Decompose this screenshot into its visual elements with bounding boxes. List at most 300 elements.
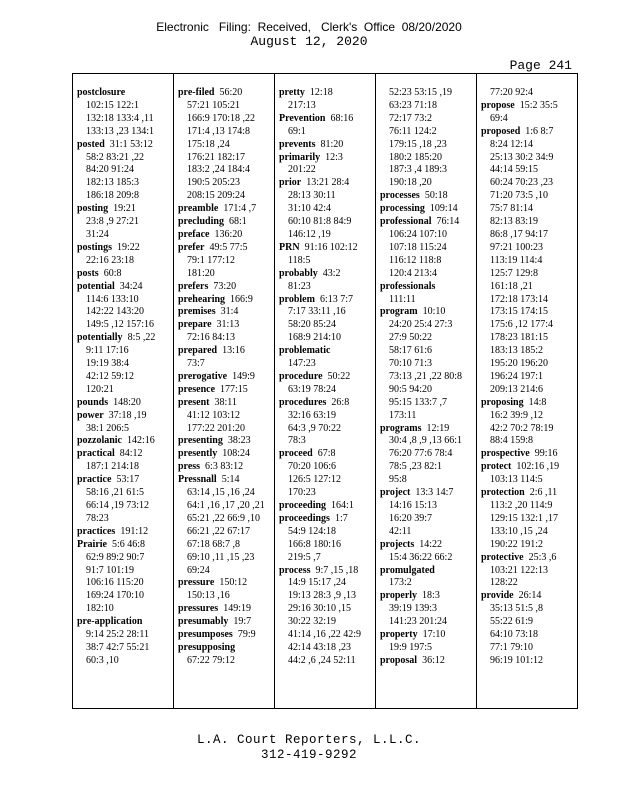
index-refs-line: 19:9 197:5 [389, 641, 433, 653]
index-entry-term [481, 552, 575, 565]
index-term-refs: 84:12 [114, 448, 143, 460]
index-term-refs: 68:1 [223, 216, 247, 228]
index-term: practical [77, 448, 115, 460]
index-refs-line: 141:23 201:24 [389, 616, 448, 628]
index-refs-line: 23:8 ,9 27:21 [86, 216, 140, 228]
index-term: proceedings [279, 512, 330, 524]
index-term: prefer [178, 241, 205, 253]
index-entry-term [178, 281, 272, 294]
index-term-refs: 13:21 28:4 [301, 177, 350, 189]
index-entry-term [178, 384, 272, 397]
index-term-refs: 2:6 ,11 [524, 487, 558, 499]
index-refs-line: 166:8 180:16 [288, 538, 342, 550]
index-term: propose [481, 99, 515, 111]
index-refs-line: 90:5 94:20 [389, 383, 433, 395]
index-term: pretty [279, 87, 305, 98]
index-refs-line: 126:5 127:12 [288, 474, 342, 486]
index-term-refs: 19:7 [228, 616, 252, 628]
index-refs-line: 114:6 133:10 [86, 293, 139, 305]
index-term-refs: 6:3 83:12 [200, 461, 244, 473]
index-entry-term [178, 642, 272, 655]
index-term-refs: 166:9 [225, 293, 253, 305]
index-refs-line: 128:22 [490, 577, 518, 589]
index-entry-term [279, 513, 373, 526]
index-refs-line: 78:23 [86, 512, 109, 524]
index-refs-line: 58:2 83:21 ,22 [86, 151, 145, 163]
index-entry-term [279, 242, 373, 255]
index-refs-line: 63:14 ,15 ,16 ,24 [187, 487, 255, 499]
index-term-refs: 76:14 [431, 216, 460, 228]
index-term: present [178, 396, 210, 408]
index-term-refs: 31:4 [215, 306, 239, 318]
index-entry-term [481, 461, 575, 474]
index-refs-line: 64:10 73:18 [490, 629, 539, 641]
index-term: protect [481, 461, 512, 473]
word-index-box [72, 73, 578, 709]
index-entry-term [481, 487, 575, 500]
index-entry-term [77, 474, 171, 487]
index-refs-line: 88:4 159:8 [490, 435, 534, 447]
index-term: precluding [178, 216, 224, 228]
index-refs-line: 97:21 100:23 [490, 241, 544, 253]
index-entry-term [77, 87, 171, 100]
index-refs-line: 133:13 ,23 134:1 [86, 125, 155, 137]
index-term: proceed [279, 448, 313, 460]
index-refs-line: 175:18 ,24 [187, 138, 230, 150]
index-refs-line: 181:20 [187, 267, 215, 279]
index-refs-line: 16:2 39:9 ,12 [490, 409, 544, 421]
index-term: pressure [178, 577, 215, 589]
index-entry-term [77, 268, 171, 281]
index-refs-line: 178:23 181:15 [490, 332, 549, 344]
index-refs-line: 168:9 214:10 [288, 332, 342, 344]
index-entry-term [279, 371, 373, 384]
index-refs-line: 57:21 105:21 [187, 99, 241, 111]
index-entry-term [380, 423, 474, 436]
index-refs-line: 177:22 201:20 [187, 422, 246, 434]
index-refs-line: 42:12 59:12 [86, 370, 135, 382]
index-term-refs: 1:6 8:7 [520, 125, 554, 137]
index-refs-line: 78:5 ,23 82:1 [389, 461, 443, 473]
index-term-refs: 99:16 [529, 448, 558, 460]
index-term: pre-application [77, 616, 143, 628]
index-refs-line: 201:22 [288, 164, 316, 176]
index-entry-term [178, 229, 272, 242]
index-term: proposing [481, 396, 524, 408]
index-refs-line: 180:2 185:20 [389, 151, 443, 163]
index-term: program [380, 306, 418, 318]
index-refs-line: 63:23 71:18 [389, 99, 438, 111]
index-term: presently [178, 448, 218, 460]
index-refs-line: 41:12 103:12 [187, 409, 241, 421]
index-refs-line: 78:3 [288, 435, 306, 447]
index-refs-line: 125:7 129:8 [490, 267, 539, 279]
index-term: programs [380, 422, 422, 434]
index-term-refs: 8:5 ,22 [122, 332, 156, 344]
index-term: protection [481, 487, 525, 499]
index-refs-line: 120:4 213:4 [389, 267, 438, 279]
index-entry-term [77, 139, 171, 152]
index-term-refs: 15:2 35:5 [514, 99, 558, 111]
index-term-refs: 18:3 [417, 590, 440, 602]
index-refs-line: 196:24 197:1 [490, 370, 544, 382]
index-refs-line: 182:13 185:3 [86, 177, 140, 189]
index-term: presumposes [178, 629, 233, 641]
index-refs-line: 133:10 ,15 ,24 [490, 525, 548, 537]
index-entry-term [279, 139, 373, 152]
index-term-refs: 142:16 [122, 435, 155, 447]
index-term-refs: 12:18 [304, 87, 333, 98]
index-refs-line: 120:21 [86, 383, 114, 395]
index-entry-term [178, 448, 272, 461]
index-entry-term [279, 268, 373, 281]
index-refs-line: 173:11 [389, 409, 417, 421]
index-refs-line: 31:10 42:4 [288, 203, 332, 215]
index-term-refs: 164:1 [326, 500, 354, 511]
index-term-refs: 109:14 [424, 203, 458, 215]
index-term-refs: 73:20 [208, 280, 237, 292]
index-column-5 [476, 74, 577, 708]
page-footer [0, 733, 618, 763]
index-entry-term [279, 113, 373, 126]
index-refs-line: 107:18 115:24 [389, 241, 447, 253]
index-refs-line: 42:2 70:2 78:19 [490, 422, 554, 434]
index-refs-line: 113:2 ,20 114:9 [490, 500, 553, 511]
index-refs-line: 82:13 83:19 [490, 216, 539, 228]
index-entry-term [380, 590, 474, 603]
index-refs-line: 76:20 77:6 78:4 [389, 448, 453, 460]
index-refs-line: 72:16 84:13 [187, 332, 236, 344]
index-entry-term [178, 319, 272, 332]
index-entry-term [380, 281, 474, 294]
index-refs-line: 77:1 79:10 [490, 641, 534, 653]
index-refs-line: 64:1 ,16 ,17 ,20 ,21 [187, 500, 265, 511]
index-term: problem [279, 293, 315, 305]
index-entry-term [77, 539, 171, 552]
index-refs-line: 77:20 92:4 [490, 87, 534, 98]
index-term-refs: 19:21 [108, 203, 136, 215]
index-refs-line: 66:21 ,22 67:17 [187, 525, 251, 537]
index-refs-line: 70:10 71:3 [389, 358, 433, 370]
index-entry-term [279, 345, 373, 358]
index-refs-line: 8:24 12:14 [490, 138, 534, 150]
index-term-refs: 67:8 [312, 448, 336, 460]
index-term: power [77, 409, 104, 421]
index-refs-line: 209:13 214:6 [490, 383, 544, 395]
index-term: postings [77, 241, 113, 253]
index-refs-line: 60:3 ,10 [86, 654, 119, 666]
index-refs-line: 14:9 15:17 ,24 [288, 577, 347, 589]
index-refs-line: 208:15 209:24 [187, 190, 246, 202]
index-entry-term [380, 203, 474, 216]
index-column-4 [375, 74, 476, 708]
index-term: prepare [178, 319, 212, 331]
index-term-refs: 31:1 53:12 [104, 138, 153, 150]
index-refs-line: 15:4 36:22 66:2 [389, 551, 453, 563]
index-refs-line: 42:14 43:18 ,23 [288, 641, 352, 653]
index-refs-line: 64:3 ,9 70:22 [288, 422, 342, 434]
index-term: promulgated [380, 564, 435, 576]
index-entry-term [77, 410, 171, 423]
index-refs-line: 102:15 122:1 [86, 99, 140, 111]
reporter-phone: 312-419-9292 [260, 748, 357, 762]
index-term-refs: 60:8 [98, 267, 122, 279]
index-term: prevents [279, 138, 316, 150]
index-refs-line: 35:13 51:5 ,8 [490, 603, 544, 615]
index-term: practice [77, 474, 112, 486]
index-refs-line: 60:10 81:8 84:9 [288, 216, 352, 228]
index-entry-term [481, 397, 575, 410]
index-refs-line: 166:9 170:18 ,22 [187, 112, 256, 124]
index-term: presumably [178, 616, 229, 628]
index-refs-line: 147:23 [288, 358, 316, 370]
index-refs-line: 190:18 ,20 [389, 177, 432, 189]
index-refs-line: 95:15 133:7 ,7 [389, 396, 448, 408]
index-term: pressures [178, 603, 219, 615]
index-refs-line: 65:21 ,22 66:9 ,10 [187, 512, 261, 524]
index-term: protective [481, 551, 524, 563]
index-term-refs: 171:4 ,7 [218, 203, 257, 215]
index-entry-term [178, 461, 272, 474]
index-entry-term [481, 100, 575, 113]
index-term: prefers [178, 280, 209, 292]
index-refs-line: 58:20 85:24 [288, 319, 337, 331]
index-entry-term [178, 629, 272, 642]
filing-stamp: Electronic Filing: Received, Clerk's Office 08/20/2020 [156, 20, 462, 34]
index-entry-term [178, 371, 272, 384]
index-term-refs: 149:9 [227, 370, 255, 382]
index-entry-term [380, 190, 474, 203]
index-entry-term [178, 294, 272, 307]
index-entry-term [481, 448, 575, 461]
index-term: professionals [380, 280, 436, 292]
index-refs-line: 173:15 174:15 [490, 306, 549, 318]
index-entry-term [77, 203, 171, 216]
index-refs-line: 9:11 17:16 [86, 345, 129, 357]
index-entry-term [178, 474, 272, 487]
index-refs-line: 186:18 209:8 [86, 190, 140, 202]
index-refs-line: 19:19 38:4 [86, 358, 130, 370]
index-refs-line: 176:21 182:17 [187, 151, 246, 163]
index-refs-line: 19:13 28:3 ,9 ,13 [288, 590, 357, 602]
index-entry-term [77, 332, 171, 345]
index-refs-line: 44:14 59:15 [490, 164, 539, 176]
index-refs-line: 28:13 30:11 [288, 190, 336, 202]
index-refs-line: 9:14 25:2 28:11 [86, 629, 149, 641]
index-refs-line: 39:19 139:3 [389, 603, 438, 615]
index-term: projects [380, 538, 415, 550]
index-refs-line: 142:22 143:20 [86, 306, 145, 318]
index-refs-line: 67:18 68:7 ,8 [187, 538, 241, 550]
index-refs-line: 67:22 79:12 [187, 654, 236, 666]
index-entry-term [380, 216, 474, 229]
index-term-refs: 38:11 [209, 396, 237, 408]
index-refs-line: 30:22 32:19 [288, 616, 337, 628]
index-refs-line: 103:13 114:5 [490, 474, 543, 486]
index-term-refs: 102:16 ,19 [511, 461, 560, 473]
index-entry-term [279, 500, 373, 513]
index-term: Prevention [279, 112, 326, 124]
index-entry-term [279, 448, 373, 461]
index-term: potential [77, 280, 115, 292]
index-term: prepared [178, 345, 218, 357]
index-refs-line: 62:9 89:2 90:7 [86, 551, 145, 563]
index-refs-line: 183:2 ,24 184:4 [187, 164, 251, 176]
index-refs-line: 14:16 15:13 [389, 500, 438, 511]
index-term-refs: 136:20 [209, 228, 243, 240]
index-term-refs: 50:18 [419, 190, 448, 202]
index-refs-line: 69:10 ,11 ,15 ,23 [187, 551, 255, 563]
index-term: pre-filed [178, 87, 215, 98]
index-refs-line: 103:21 122:13 [490, 564, 549, 576]
index-entry-term [481, 590, 575, 603]
index-term-refs: 148:20 [108, 396, 141, 408]
index-term-refs: 68:16 [325, 112, 354, 124]
index-refs-line: 190:5 205:23 [187, 177, 241, 189]
index-term: presenting [178, 435, 223, 447]
index-refs-line: 113:19 114:4 [490, 254, 543, 266]
index-refs-line: 111:11 [389, 293, 416, 305]
index-term: provide [481, 590, 514, 602]
index-term: preface [178, 228, 210, 240]
index-refs-line: 73:7 [187, 358, 205, 370]
index-entry-term [380, 655, 474, 668]
index-entry-term [178, 87, 272, 100]
index-term: processing [380, 203, 425, 215]
index-term: property [380, 629, 418, 641]
index-refs-line: 91:7 101:19 [86, 564, 135, 576]
index-term: processes [380, 190, 420, 202]
index-term: proposed [481, 125, 521, 137]
index-term: prerogative [178, 370, 228, 382]
index-entry-term [178, 577, 272, 590]
index-refs-line: 31:24 [86, 228, 109, 240]
index-refs-line: 55:22 61:9 [490, 616, 534, 628]
reporter-name: L.A. Court Reporters, L.L.C. [196, 733, 422, 747]
index-term-refs: 79:9 [232, 629, 256, 641]
index-term-refs: 34:24 [114, 280, 143, 292]
index-term: press [178, 461, 201, 473]
index-refs-line: 96:19 101:12 [490, 654, 544, 666]
index-entry-term [279, 294, 373, 307]
index-term: proposal [380, 654, 418, 666]
index-refs-line: 72:17 73:2 [389, 112, 433, 124]
index-refs-line: 84:20 91:24 [86, 164, 135, 176]
index-refs-line: 60:24 70:23 ,23 [490, 177, 554, 189]
index-term: presence [178, 383, 216, 395]
index-term: probably [279, 267, 318, 279]
index-refs-line: 58:17 61:6 [389, 345, 433, 357]
index-term-refs: 25:3 ,6 [523, 551, 557, 563]
index-term-refs: 43:2 [317, 267, 341, 279]
transcript-date: August 12, 2020 [250, 34, 368, 49]
index-term-refs: 81:20 [315, 138, 344, 150]
index-entry-term [178, 435, 272, 448]
index-refs-line: 195:20 196:20 [490, 358, 549, 370]
index-term: pounds [77, 396, 109, 408]
index-term-refs: 12:19 [421, 422, 450, 434]
index-term: procedure [279, 370, 323, 382]
index-term-refs: 36:12 [417, 654, 445, 666]
index-term: procedures [279, 396, 327, 408]
index-refs-line: 75:7 81:14 [490, 203, 534, 215]
index-entry-term [77, 242, 171, 255]
index-entry-term [481, 126, 575, 139]
index-term: problematic [279, 345, 331, 357]
index-refs-line: 7:17 33:11 ,16 [288, 306, 346, 318]
index-refs-line: 183:13 185:2 [490, 345, 544, 357]
index-entry-term [279, 565, 373, 578]
index-term: properly [380, 590, 418, 602]
index-entry-term [77, 435, 171, 448]
index-refs-line: 54:9 124:18 [288, 525, 337, 537]
index-refs-line: 129:15 132:1 ,17 [490, 512, 559, 524]
index-term-refs: 37:18 ,19 [103, 409, 147, 421]
index-term: postclosure [77, 87, 126, 98]
index-entry-term [178, 345, 272, 358]
index-term-refs: 150:12 [214, 577, 248, 589]
index-refs-line: 187:1 214:18 [86, 461, 140, 473]
index-refs-line: 173:2 [389, 577, 412, 589]
index-term: posting [77, 203, 109, 215]
index-term: prior [279, 177, 302, 189]
index-term-refs: 14:22 [414, 538, 443, 550]
index-entry-term [178, 203, 272, 216]
index-refs-line: 161:18 ,21 [490, 280, 533, 292]
index-term: PRN [279, 241, 300, 253]
index-term-refs: 10:10 [417, 306, 446, 318]
index-entry-term [380, 629, 474, 642]
index-refs-line: 169:24 170:10 [86, 590, 145, 602]
index-term: prehearing [178, 293, 226, 305]
index-refs-line: 58:16 ,21 61:5 [86, 487, 145, 499]
index-refs-line: 42:11 [389, 525, 412, 537]
index-term: process [279, 564, 311, 576]
index-refs-line: 69:1 [288, 125, 306, 137]
index-entry-term [279, 397, 373, 410]
index-entry-term [178, 216, 272, 229]
index-refs-line: 29:16 30:10 ,15 [288, 603, 352, 615]
index-term: Prairie [77, 538, 107, 550]
index-refs-line: 44:2 ,6 ,24 52:11 [288, 654, 356, 666]
index-term-refs: 19:22 [112, 241, 140, 253]
index-term: project [380, 487, 411, 499]
index-term: premises [178, 306, 216, 318]
index-term-refs: 50:22 [322, 370, 351, 382]
index-term-refs: 1:7 [329, 512, 348, 524]
index-entry-term [279, 152, 373, 165]
index-entry-term [380, 565, 474, 578]
index-refs-line: 190:22 191:2 [490, 538, 544, 550]
index-refs-line: 79:1 177:12 [187, 254, 236, 266]
index-refs-line: 27:9 50:22 [389, 332, 433, 344]
index-refs-line: 52:23 53:15 ,19 [389, 87, 453, 98]
index-column-3 [274, 74, 375, 708]
index-refs-line: 63:19 78:24 [288, 383, 337, 395]
index-refs-line: 118:5 [288, 254, 311, 266]
index-refs-line: 172:18 173:14 [490, 293, 549, 305]
index-entry-term [178, 242, 272, 255]
index-refs-line: 16:20 39:7 [389, 512, 433, 524]
index-term-refs: 9:7 ,15 ,18 [310, 564, 359, 576]
index-column-2 [173, 74, 274, 708]
index-refs-line: 66:14 ,19 73:12 [86, 500, 150, 511]
index-refs-line: 30:4 ,8 ,9 ,13 66:1 [389, 435, 463, 447]
index-term: pozzolanic [77, 435, 122, 447]
index-refs-line: 146:12 ,19 [288, 228, 331, 240]
index-term-refs: 13:16 [217, 345, 245, 357]
index-refs-line: 116:12 118:8 [389, 254, 442, 266]
